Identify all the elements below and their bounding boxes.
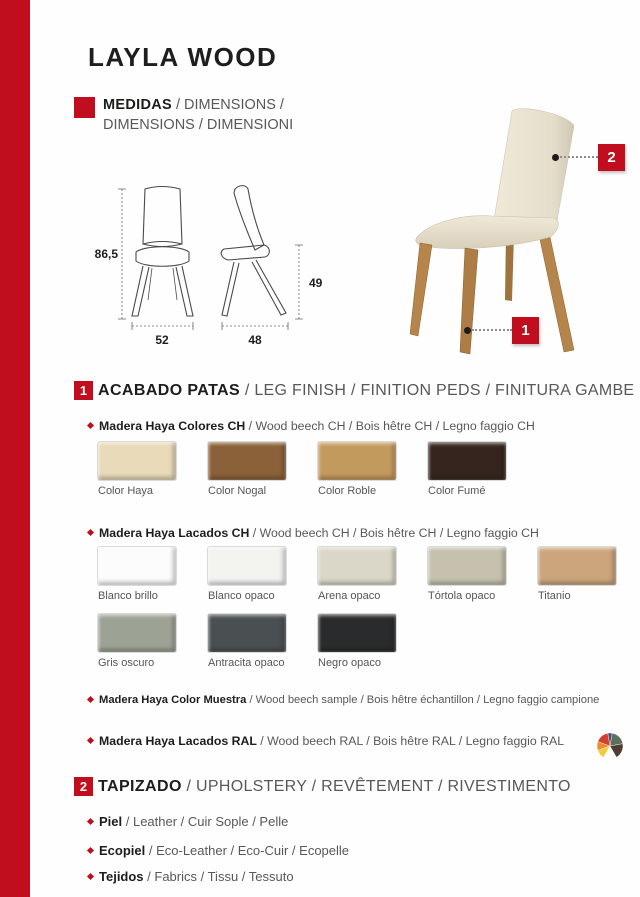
- swatch-chip: [318, 547, 396, 585]
- left-accent-bar: [0, 0, 30, 897]
- bullet-icon: [87, 422, 94, 429]
- swatch-blanco-brillo: [98, 547, 176, 602]
- section-upholstery-header: [74, 777, 571, 796]
- bullet-icon: [87, 818, 94, 825]
- swatch-negro-opaco: [318, 614, 396, 669]
- swatch-chip: [428, 442, 506, 480]
- swatch-color-fume: [428, 442, 506, 497]
- bullet-icon: [87, 847, 94, 854]
- swatch-label: Blanco brillo: [98, 590, 158, 602]
- medidas-line2: DIMENSIONS / DIMENSIONI: [103, 117, 294, 133]
- bullet-icon: [87, 529, 94, 536]
- swatch-titanio: [538, 547, 616, 602]
- medidas-line1: MEDIDAS / DIMENSIONS /: [103, 97, 284, 113]
- bullet-icon: [87, 696, 94, 703]
- swatch-chip: [208, 442, 286, 480]
- bullet-piel: Piel / Leather / Cuir Sople / Pelle: [88, 814, 288, 829]
- section-1-number-badge: 1: [74, 381, 93, 400]
- swatch-label: Color Fumé: [428, 485, 486, 497]
- swatch-color-roble: [318, 442, 396, 497]
- chair-seat: [416, 216, 558, 249]
- section-2-title: TAPIZADO / UPHOLSTERY / REVÊTEMENT / RIVESTIMENTO: [98, 778, 571, 795]
- dimension-lines: [118, 189, 303, 330]
- section-1-title: ACABADO PATAS / LEG FINISH / FINITION PEDS / FINITURA GAMBE: [98, 382, 635, 399]
- dimension-front-width: 52: [155, 333, 169, 347]
- swatch-gris-oscuro: [98, 614, 176, 669]
- swatch-label: Negro opaco: [318, 657, 381, 669]
- bullet-madera-haya-color-muestra: Madera Haya Color Muestra / Wood beech sample / Bois hêtre échantillon / Legno faggio campione: [88, 694, 599, 706]
- bullet-ecopiel: Ecopiel / Eco-Leather / Eco-Cuir / Ecopelle: [88, 843, 349, 858]
- swatch-label: Blanco opaco: [208, 590, 275, 602]
- bullet-madera-haya-lacados-ral: Madera Haya Lacados RAL / Wood beech RAL / Bois hêtre RAL / Legno faggio RAL: [88, 734, 564, 748]
- swatch-tortola-opaco: [428, 547, 506, 602]
- chair-side-view-drawing: [221, 186, 286, 316]
- bullet-madera-haya-lacados-ch: Madera Haya Lacados CH / Wood beech CH / Bois hêtre CH / Legno faggio CH: [88, 526, 539, 540]
- swatch-label: Tórtola opaco: [428, 590, 496, 602]
- swatch-label: Arena opaco: [318, 590, 381, 602]
- bullet-tejidos: Tejidos / Fabrics / Tissu / Tessuto: [88, 869, 294, 884]
- swatch-color-haya: [98, 442, 176, 497]
- swatch-arena-opaco: [318, 547, 396, 602]
- swatch-row-lacados: [98, 547, 640, 669]
- dimension-diagram: [85, 178, 335, 353]
- chair-front-left-leg: [410, 243, 432, 336]
- medidas-heading: [103, 95, 293, 135]
- swatch-label: Color Roble: [318, 485, 377, 497]
- chair-photo: [390, 105, 595, 355]
- swatch-chip: [538, 547, 616, 585]
- swatch-row-colores: [98, 442, 640, 497]
- chair-front-center-leg: [460, 248, 478, 354]
- dimension-side-depth: 48: [248, 333, 262, 347]
- red-square-icon: [74, 97, 95, 118]
- swatch-chip: [318, 442, 396, 480]
- swatch-blanco-opaco: [208, 547, 286, 602]
- swatch-label: Gris oscuro: [98, 657, 155, 669]
- marker-2-dot: [552, 154, 559, 161]
- marker-2-leader-line: [560, 156, 598, 158]
- marker-2-badge: 2: [598, 144, 625, 171]
- marker-1-leader-line: [472, 329, 512, 331]
- bullet-icon: [87, 737, 94, 744]
- swatch-chip: [98, 547, 176, 585]
- swatch-chip: [98, 614, 176, 652]
- swatch-chip: [208, 614, 286, 652]
- swatch-chip: [428, 547, 506, 585]
- color-fan-icon: [596, 724, 626, 762]
- page-title: LAYLA WOOD: [88, 42, 278, 72]
- swatch-label: Antracita opaco: [208, 657, 285, 669]
- swatch-label: Color Nogal: [208, 485, 267, 497]
- marker-1-dot: [464, 327, 471, 334]
- swatch-antracita-opaco: [208, 614, 286, 669]
- chair-back-right-leg: [539, 235, 574, 352]
- chair-front-view-drawing: [132, 187, 193, 317]
- dimension-seat-height: 49: [309, 276, 323, 290]
- marker-1-badge: 1: [512, 317, 539, 344]
- section-leg-finish-header: [74, 381, 634, 400]
- section-2-number-badge: 2: [74, 777, 93, 796]
- swatch-label: Color Haya: [98, 485, 154, 497]
- bullet-madera-haya-colores: Madera Haya Colores CH / Wood beech CH / Bois hêtre CH / Legno faggio CH: [88, 419, 535, 433]
- swatch-chip: [318, 614, 396, 652]
- swatch-label: Titanio: [538, 590, 571, 602]
- swatch-chip: [208, 547, 286, 585]
- bullet-icon: [87, 873, 94, 880]
- dimension-total-height: 86,5: [94, 247, 118, 261]
- swatch-chip: [98, 442, 176, 480]
- swatch-color-nogal: [208, 442, 286, 497]
